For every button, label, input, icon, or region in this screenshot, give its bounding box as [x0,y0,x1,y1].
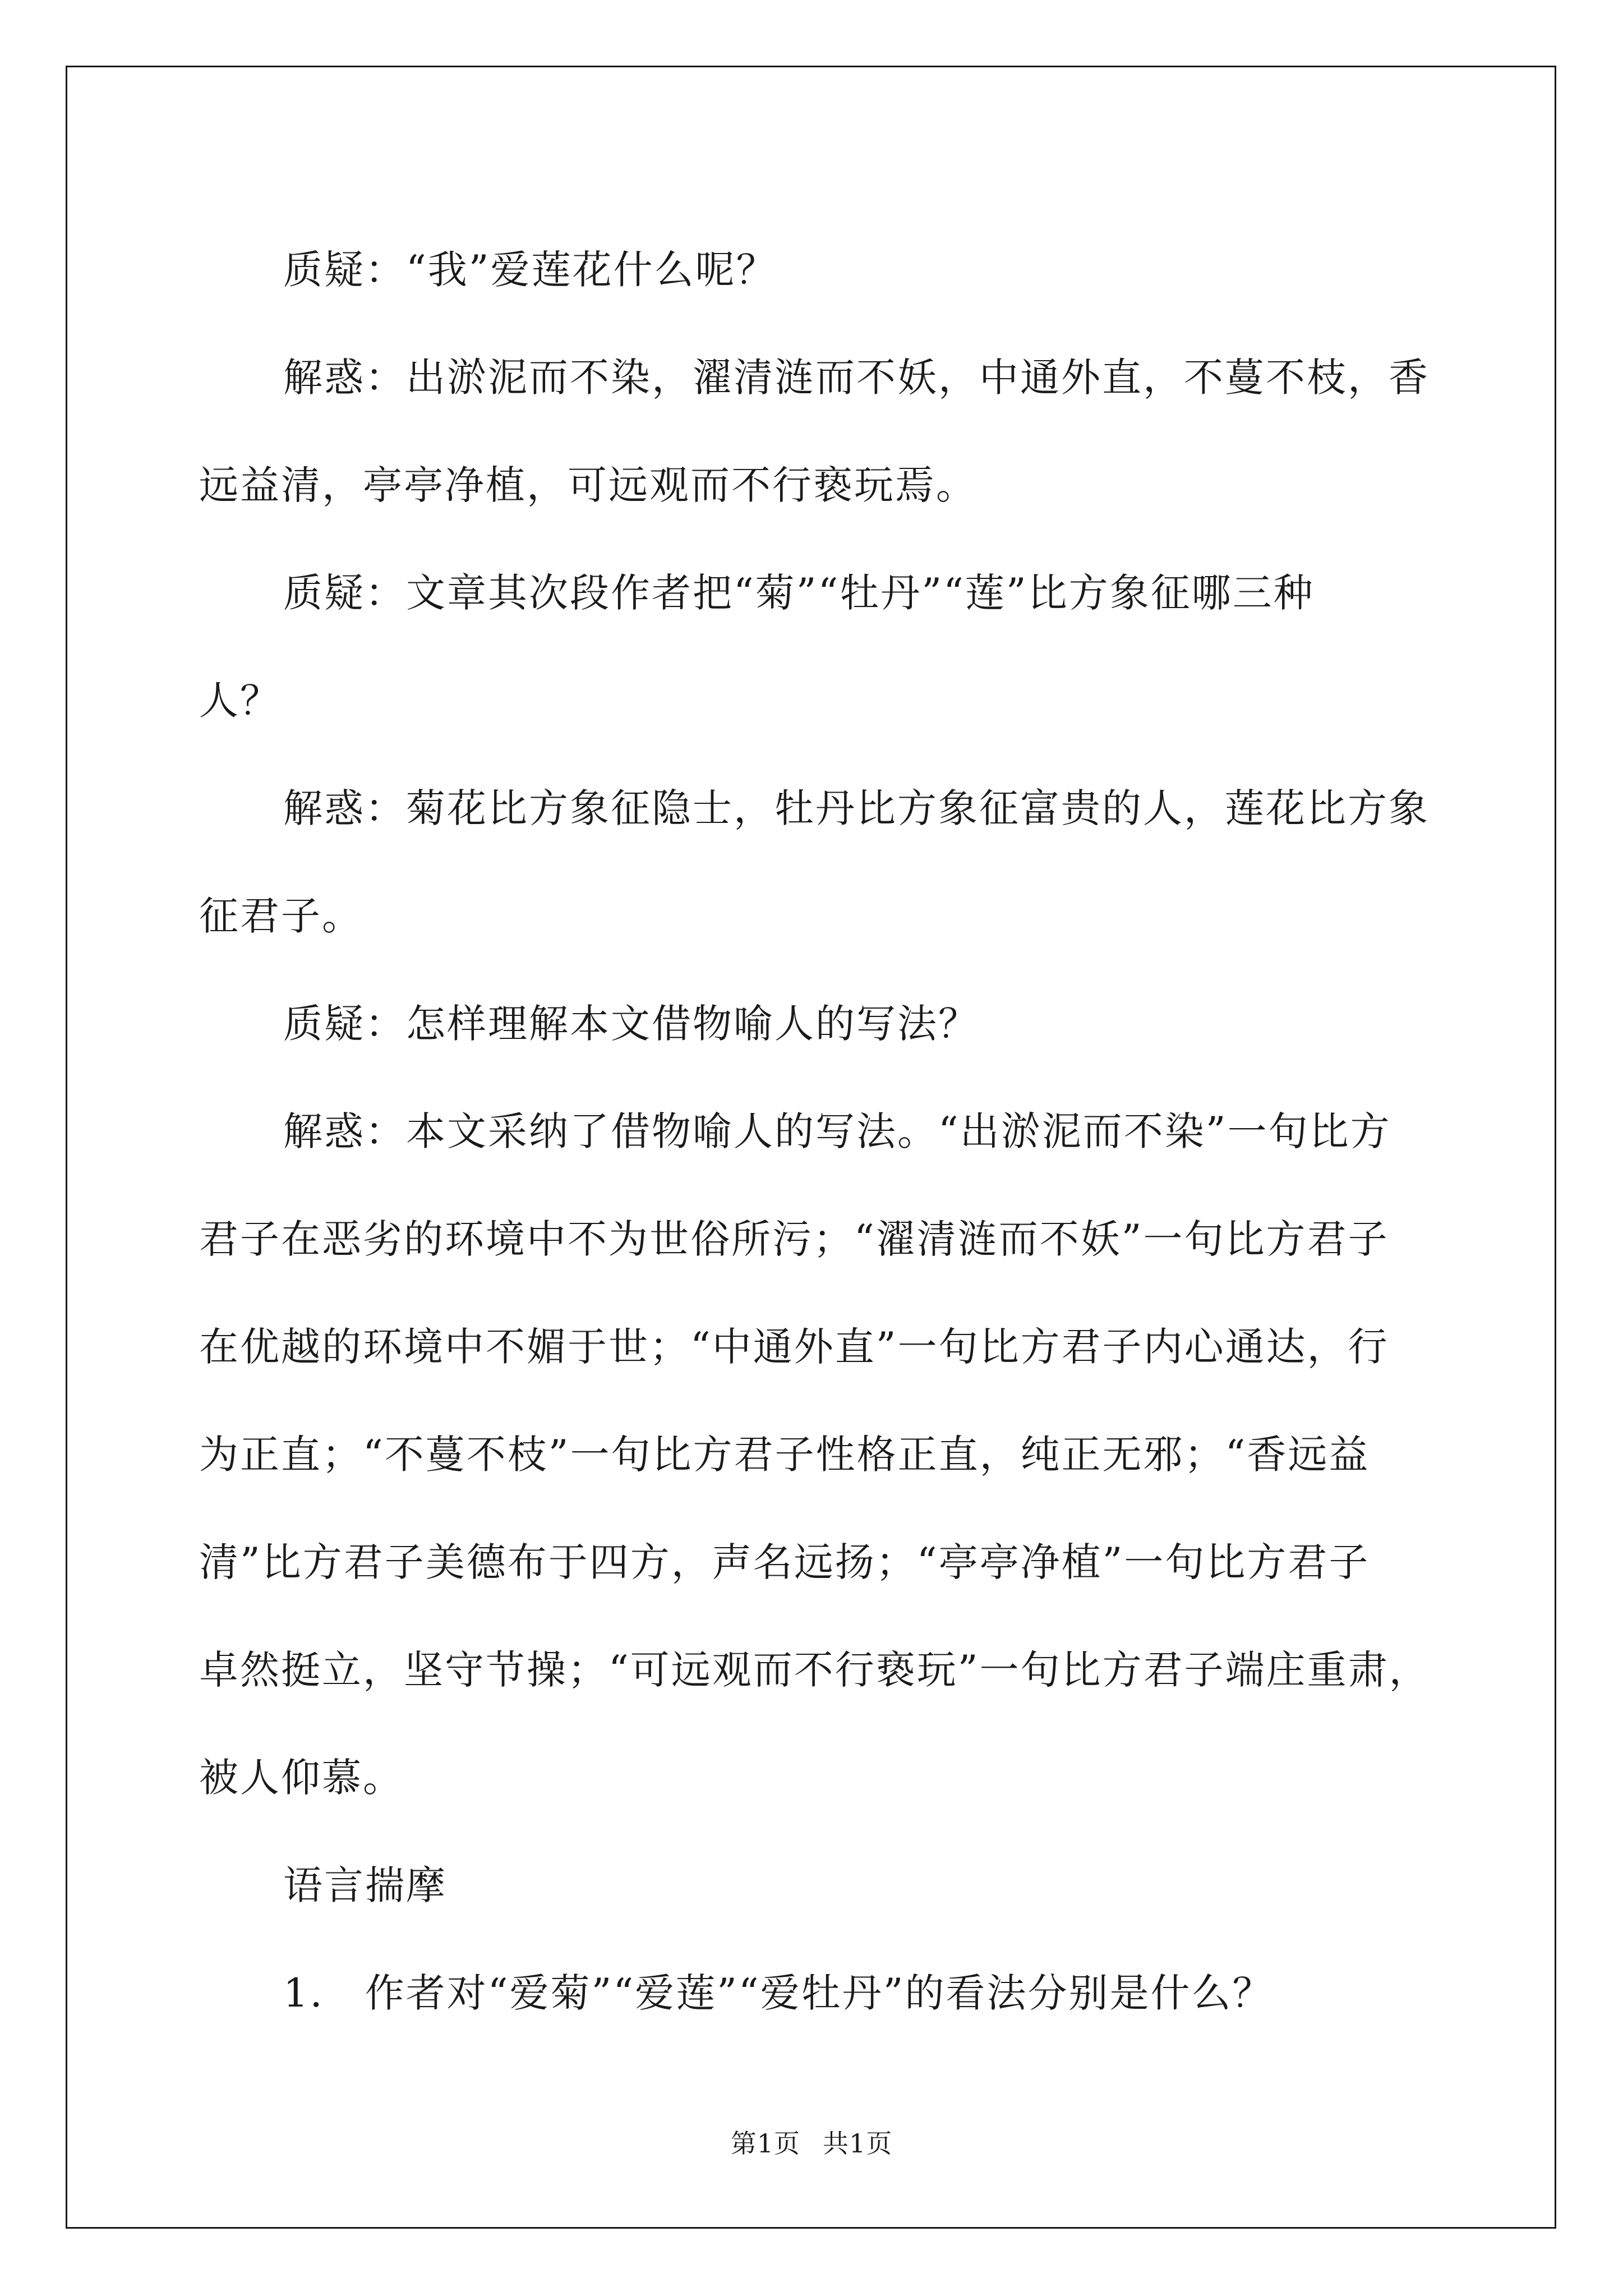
text-line: 为正直；“不蔓不枝”一句比方君子性格正直，纯正无邪；“香远益 [199,1432,1370,1478]
text-line: 征君子。 [199,893,363,939]
text-line: 清”比方君子美德布于四方，声名远扬；“亭亭净植”一句比方君子 [199,1539,1370,1585]
page-total: 共1页 [823,2128,893,2159]
page-number: 第1页 [730,2128,800,2159]
text-line: 远益清，亭亭净植，可远观而不行亵玩焉。 [199,462,977,508]
text-line: 质疑：文章其次段作者把“菊”“牡丹”“莲”比方象征哪三种 [283,570,1315,616]
text-line: 解惑：出淤泥而不染，濯清涟而不妖，中通外直，不蔓不枝，香 [283,355,1430,401]
text-line: 被人仰慕。 [199,1755,404,1801]
text-line: 1. 作者对“爱菊”“爱莲”“爱牡丹”的看法分别是什么？ [283,1970,1274,2016]
text-line: 人？ [199,678,281,724]
text-line: 质疑：怎样理解本文借物喻人的写法？ [283,1001,979,1047]
text-line: 卓然挺立，坚守节操；“可远观而不行亵玩”一句比方君子端庄重肃， [199,1647,1430,1693]
text-line: 君子在恶劣的环境中不为世俗所污；“濯清涟而不妖”一句比方君子 [199,1216,1389,1262]
text-line: 解惑：菊花比方象征隐士，牡丹比方象征富贵的人，莲花比方象 [283,785,1430,831]
document-body [199,216,1433,2047]
text-line: 语言揣摩 [283,1862,447,1908]
text-line: 质疑：“我”爱莲花什么呢？ [283,247,777,293]
text-line: 解惑：本文采纳了借物喻人的写法。“出淤泥而不染”一句比方 [283,1108,1391,1154]
page-footer [0,2123,1623,2160]
text-line: 在优越的环境中不媚于世；“中通外直”一句比方君子内心通达，行 [199,1324,1389,1370]
